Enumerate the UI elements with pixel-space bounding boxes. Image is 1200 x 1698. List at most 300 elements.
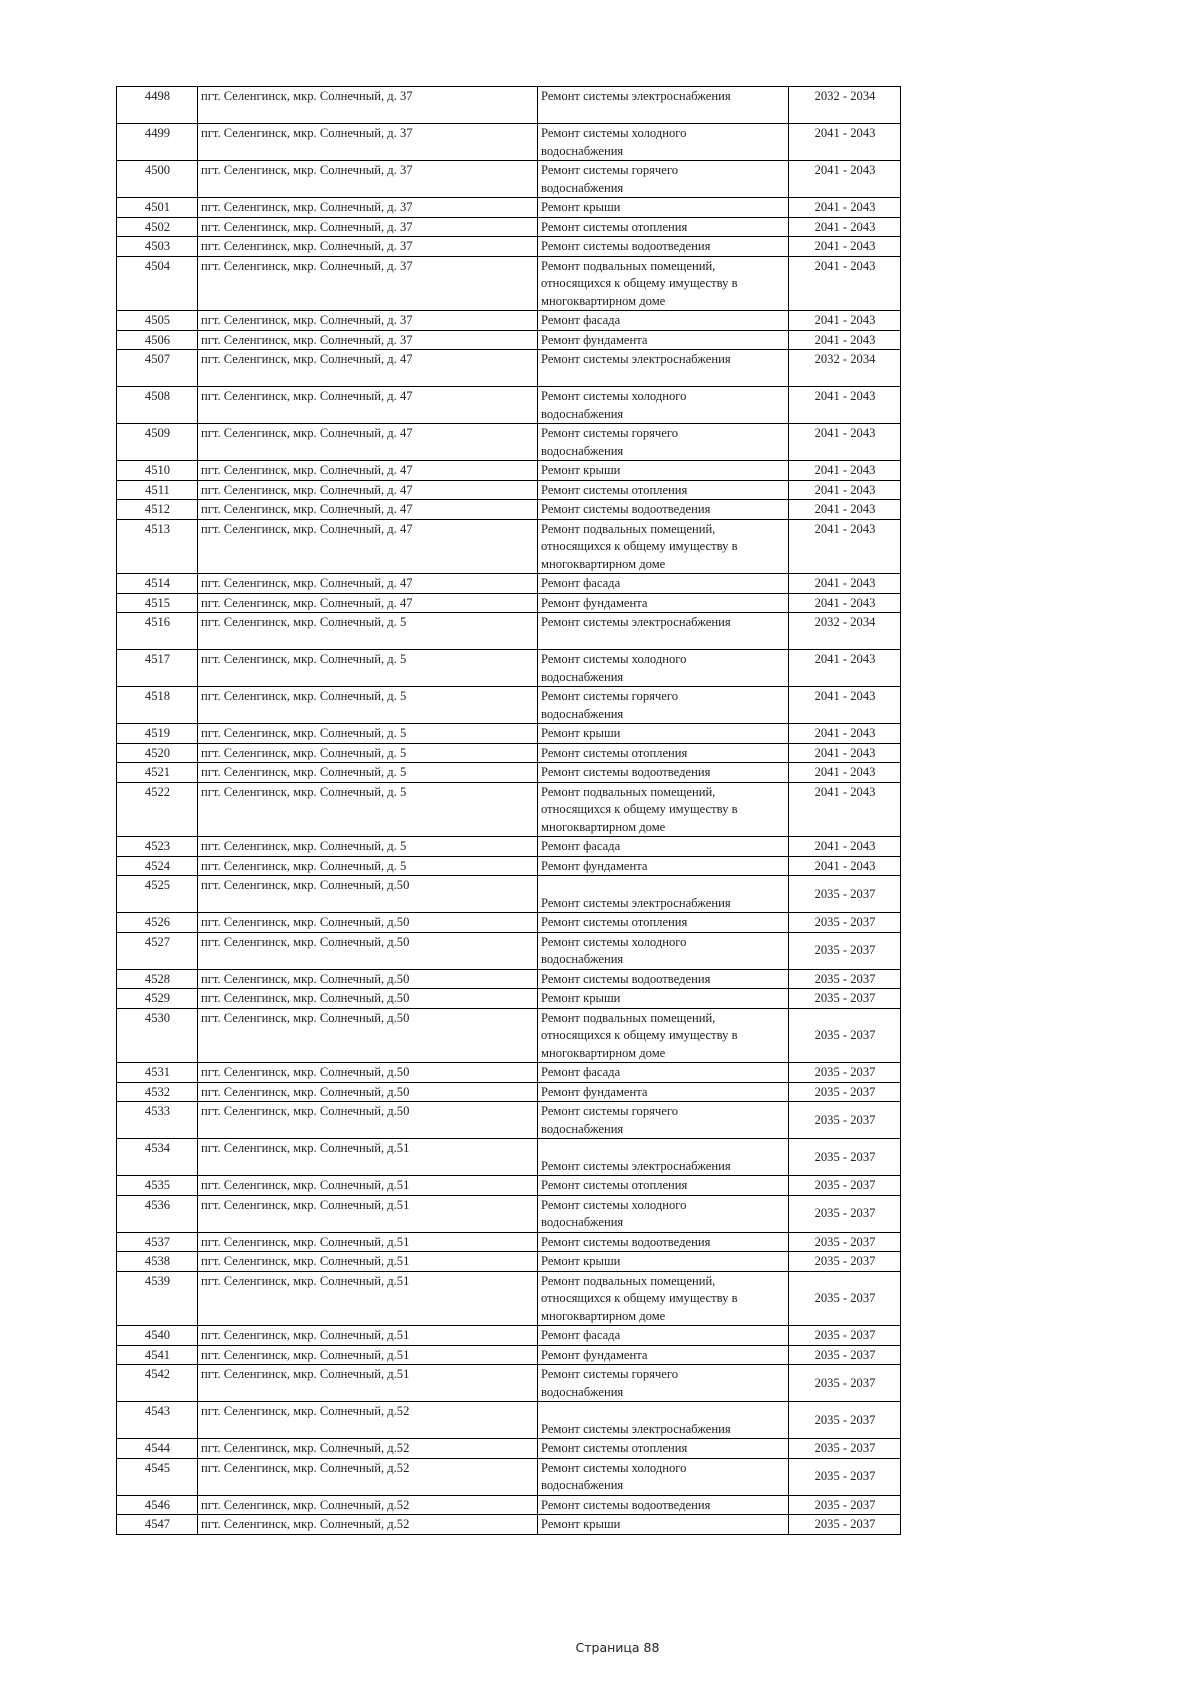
- table-row: [117, 1345, 901, 1365]
- address-cell: пгт. Селенгинск, мкр. Солнечный, д. 5: [198, 763, 538, 783]
- address-cell: пгт. Селенгинск, мкр. Солнечный, д.51: [198, 1176, 538, 1196]
- address-cell: пгт. Селенгинск, мкр. Солнечный, д. 5: [198, 782, 538, 837]
- work-type-cell: [538, 1495, 789, 1515]
- period-cell: 2041 - 2043: [789, 650, 901, 687]
- work-type-line: Ремонт системы электроснабжения: [541, 895, 731, 910]
- work-type-line: водоснабжения: [541, 143, 624, 158]
- row-number: 4509: [117, 424, 198, 461]
- table-row: [117, 593, 901, 613]
- work-type-line: многоквартирном доме: [541, 819, 666, 834]
- row-number: 4523: [117, 837, 198, 857]
- row-number: 4516: [117, 613, 198, 650]
- work-type-cell: [538, 1139, 789, 1176]
- table-row: [117, 1402, 901, 1439]
- table-row: [117, 1439, 901, 1459]
- period-cell: 2035 - 2037: [789, 1063, 901, 1083]
- address-cell: пгт. Селенгинск, мкр. Солнечный, д. 47: [198, 480, 538, 500]
- row-number: 4542: [117, 1365, 198, 1402]
- table-row: [117, 876, 901, 913]
- address-cell: пгт. Селенгинск, мкр. Солнечный, д.52: [198, 1495, 538, 1515]
- work-type-cell: [538, 969, 789, 989]
- address-cell: пгт. Селенгинск, мкр. Солнечный, д. 37: [198, 256, 538, 311]
- work-type-line: Ремонт подвальных помещений,: [541, 258, 716, 273]
- row-number: 4527: [117, 932, 198, 969]
- address-cell: пгт. Селенгинск, мкр. Солнечный, д.50: [198, 876, 538, 913]
- work-type-line: Ремонт системы отопления: [541, 219, 688, 234]
- address-cell: пгт. Селенгинск, мкр. Солнечный, д.51: [198, 1252, 538, 1272]
- work-type-line: водоснабжения: [541, 706, 624, 721]
- row-number: 4536: [117, 1195, 198, 1232]
- address-cell: пгт. Селенгинск, мкр. Солнечный, д.52: [198, 1439, 538, 1459]
- period-cell: 2041 - 2043: [789, 198, 901, 218]
- row-number: 4511: [117, 480, 198, 500]
- table-row: [117, 217, 901, 237]
- work-type-line: Ремонт крыши: [541, 1254, 621, 1268]
- row-number: 4543: [117, 1402, 198, 1439]
- address-cell: пгт. Селенгинск, мкр. Солнечный, д. 37: [198, 87, 538, 124]
- table-row: [117, 1326, 901, 1346]
- address-cell: пгт. Селенгинск, мкр. Солнечный, д.51: [198, 1195, 538, 1232]
- row-number: 4504: [117, 256, 198, 311]
- repair-schedule-table: [116, 86, 901, 1535]
- address-cell: пгт. Селенгинск, мкр. Солнечный, д. 47: [198, 519, 538, 574]
- work-type-line: Ремонт системы холодного: [541, 126, 687, 140]
- work-type-line: Ремонт фасада: [541, 839, 621, 853]
- work-type-line: Ремонт системы водоотведения: [541, 1234, 711, 1249]
- period-cell: 2041 - 2043: [789, 519, 901, 574]
- period-cell: 2035 - 2037: [789, 1515, 901, 1535]
- work-type-cell: [538, 1458, 789, 1495]
- period-cell: 2032 - 2034: [789, 350, 901, 387]
- work-type-line: Ремонт системы горячего: [541, 426, 678, 440]
- work-type-line: Ремонт фундамента: [541, 1347, 648, 1362]
- address-cell: пгт. Селенгинск, мкр. Солнечный, д.51: [198, 1345, 538, 1365]
- row-number: 4507: [117, 350, 198, 387]
- work-type-line: Ремонт подвальных помещений,: [541, 1273, 716, 1288]
- row-number: 4544: [117, 1439, 198, 1459]
- table-row: [117, 856, 901, 876]
- work-type-cell: [538, 743, 789, 763]
- work-type-cell: [538, 1082, 789, 1102]
- table-row: [117, 1102, 901, 1139]
- table-row: [117, 256, 901, 311]
- address-cell: пгт. Селенгинск, мкр. Солнечный, д. 47: [198, 350, 538, 387]
- row-number: 4500: [117, 161, 198, 198]
- row-number: 4545: [117, 1458, 198, 1495]
- row-number: 4517: [117, 650, 198, 687]
- address-cell: пгт. Селенгинск, мкр. Солнечный, д. 47: [198, 500, 538, 520]
- work-type-cell: [538, 837, 789, 857]
- work-type-cell: [538, 574, 789, 594]
- period-cell: 2041 - 2043: [789, 856, 901, 876]
- work-type-line: многоквартирном доме: [541, 1045, 666, 1060]
- table-row: [117, 330, 901, 350]
- work-type-line: Ремонт фундамента: [541, 595, 648, 610]
- table-row: [117, 1232, 901, 1252]
- work-type-line: Ремонт крыши: [541, 991, 621, 1005]
- period-cell: 2041 - 2043: [789, 387, 901, 424]
- period-cell: 2041 - 2043: [789, 124, 901, 161]
- work-type-cell: [538, 256, 789, 311]
- work-type-line: Ремонт подвальных помещений,: [541, 521, 716, 536]
- table-row: [117, 837, 901, 857]
- period-cell: 2035 - 2037: [789, 1439, 901, 1459]
- work-type-line: Ремонт фундамента: [541, 332, 648, 347]
- table-row: [117, 1176, 901, 1196]
- period-cell: 2041 - 2043: [789, 330, 901, 350]
- table-row: [117, 424, 901, 461]
- work-type-line: Ремонт системы водоотведения: [541, 765, 711, 779]
- work-type-cell: [538, 1176, 789, 1196]
- work-type-cell: [538, 1232, 789, 1252]
- table-row: [117, 932, 901, 969]
- table-row: [117, 724, 901, 744]
- table-row: [117, 1515, 901, 1535]
- work-type-cell: [538, 87, 789, 124]
- period-cell: 2035 - 2037: [789, 969, 901, 989]
- work-type-line: Ремонт системы горячего: [541, 1104, 678, 1118]
- row-number: 4520: [117, 743, 198, 763]
- work-type-line: Ремонт системы холодного: [541, 389, 687, 403]
- table-row: [117, 480, 901, 500]
- row-number: 4541: [117, 1345, 198, 1365]
- row-number: 4515: [117, 593, 198, 613]
- period-cell: 2041 - 2043: [789, 424, 901, 461]
- address-cell: пгт. Селенгинск, мкр. Солнечный, д.51: [198, 1326, 538, 1346]
- address-cell: пгт. Селенгинск, мкр. Солнечный, д.50: [198, 1008, 538, 1063]
- address-cell: пгт. Селенгинск, мкр. Солнечный, д. 37: [198, 217, 538, 237]
- period-cell: 2041 - 2043: [789, 763, 901, 783]
- table-row: [117, 1082, 901, 1102]
- work-type-cell: [538, 876, 789, 913]
- table-row: [117, 519, 901, 574]
- work-type-cell: [538, 237, 789, 257]
- work-type-line: водоснабжения: [541, 406, 624, 421]
- work-type-cell: [538, 217, 789, 237]
- address-cell: пгт. Селенгинск, мкр. Солнечный, д.52: [198, 1458, 538, 1495]
- work-type-cell: [538, 1439, 789, 1459]
- address-cell: пгт. Селенгинск, мкр. Солнечный, д. 37: [198, 161, 538, 198]
- work-type-cell: [538, 1345, 789, 1365]
- period-cell: 2035 - 2037: [789, 1365, 901, 1402]
- work-type-line: Ремонт системы холодного: [541, 1197, 687, 1212]
- work-type-cell: [538, 1365, 789, 1402]
- work-type-cell: [538, 650, 789, 687]
- period-cell: 2035 - 2037: [789, 989, 901, 1009]
- address-cell: пгт. Селенгинск, мкр. Солнечный, д. 47: [198, 574, 538, 594]
- address-cell: пгт. Селенгинск, мкр. Солнечный, д.51: [198, 1365, 538, 1402]
- row-number: 4532: [117, 1082, 198, 1102]
- table-row: [117, 743, 901, 763]
- row-number: 4526: [117, 913, 198, 933]
- row-number: 4547: [117, 1515, 198, 1535]
- period-cell: 2041 - 2043: [789, 217, 901, 237]
- work-type-line: многоквартирном доме: [541, 556, 666, 571]
- work-type-line: водоснабжения: [541, 1384, 624, 1399]
- period-cell: 2035 - 2037: [789, 1176, 901, 1196]
- work-type-line: водоснабжения: [541, 952, 624, 966]
- address-cell: пгт. Селенгинск, мкр. Солнечный, д. 37: [198, 198, 538, 218]
- row-number: 4522: [117, 782, 198, 837]
- work-type-cell: [538, 782, 789, 837]
- table-row: [117, 1008, 901, 1063]
- table-row: [117, 237, 901, 257]
- address-cell: пгт. Селенгинск, мкр. Солнечный, д. 47: [198, 461, 538, 481]
- work-type-line: водоснабжения: [541, 180, 624, 195]
- period-cell: 2041 - 2043: [789, 480, 901, 500]
- address-cell: пгт. Селенгинск, мкр. Солнечный, д. 5: [198, 613, 538, 650]
- table-row: [117, 687, 901, 724]
- row-number: 4530: [117, 1008, 198, 1063]
- period-cell: 2035 - 2037: [789, 913, 901, 933]
- work-type-cell: [538, 593, 789, 613]
- address-cell: пгт. Селенгинск, мкр. Солнечный, д.51: [198, 1271, 538, 1326]
- table-row: [117, 1063, 901, 1083]
- work-type-line: относящихся к общему имуществу в: [541, 539, 738, 553]
- work-type-cell: [538, 1008, 789, 1063]
- period-cell: 2035 - 2037: [789, 876, 901, 913]
- period-cell: 2035 - 2037: [789, 1402, 901, 1439]
- work-type-line: Ремонт системы холодного: [541, 652, 687, 666]
- row-number: 4538: [117, 1252, 198, 1272]
- table-row: [117, 989, 901, 1009]
- work-type-line: Ремонт фасада: [541, 1328, 621, 1342]
- row-number: 4533: [117, 1102, 198, 1139]
- row-number: 4528: [117, 969, 198, 989]
- work-type-line: водоснабжения: [541, 443, 624, 458]
- work-type-line: Ремонт системы водоотведения: [541, 971, 711, 986]
- work-type-cell: [538, 724, 789, 744]
- work-type-line: Ремонт системы холодного: [541, 934, 687, 949]
- period-cell: 2035 - 2037: [789, 1195, 901, 1232]
- work-type-line: Ремонт фасада: [541, 1065, 621, 1079]
- table-row: [117, 913, 901, 933]
- period-cell: 2041 - 2043: [789, 237, 901, 257]
- work-type-line: Ремонт системы горячего: [541, 163, 678, 177]
- address-cell: пгт. Селенгинск, мкр. Солнечный, д. 37: [198, 330, 538, 350]
- period-cell: 2035 - 2037: [789, 1008, 901, 1063]
- address-cell: пгт. Селенгинск, мкр. Солнечный, д.52: [198, 1515, 538, 1535]
- table-row: [117, 613, 901, 650]
- address-cell: пгт. Селенгинск, мкр. Солнечный, д.50: [198, 1082, 538, 1102]
- work-type-line: Ремонт системы горячего: [541, 689, 678, 703]
- table-row: [117, 311, 901, 331]
- row-number: 4535: [117, 1176, 198, 1196]
- row-number: 4508: [117, 387, 198, 424]
- address-cell: пгт. Селенгинск, мкр. Солнечный, д. 5: [198, 856, 538, 876]
- table-row: [117, 461, 901, 481]
- table-row: [117, 87, 901, 124]
- work-type-line: Ремонт системы отопления: [541, 915, 688, 929]
- row-number: 4512: [117, 500, 198, 520]
- table-row: [117, 350, 901, 387]
- table-row: [117, 161, 901, 198]
- table-row: [117, 198, 901, 218]
- row-number: 4525: [117, 876, 198, 913]
- work-type-line: Ремонт системы электроснабжения: [541, 352, 731, 366]
- work-type-line: Ремонт системы отопления: [541, 745, 688, 760]
- row-number: 4506: [117, 330, 198, 350]
- work-type-line: водоснабжения: [541, 1478, 624, 1492]
- work-type-cell: [538, 1063, 789, 1083]
- work-type-line: Ремонт системы водоотведения: [541, 502, 711, 516]
- row-number: 4519: [117, 724, 198, 744]
- row-number: 4513: [117, 519, 198, 574]
- table-row: [117, 1139, 901, 1176]
- address-cell: пгт. Селенгинск, мкр. Солнечный, д. 47: [198, 424, 538, 461]
- table-row: [117, 763, 901, 783]
- row-number: 4534: [117, 1139, 198, 1176]
- period-cell: 2035 - 2037: [789, 1102, 901, 1139]
- work-type-line: водоснабжения: [541, 669, 624, 684]
- row-number: 4537: [117, 1232, 198, 1252]
- work-type-cell: [538, 856, 789, 876]
- table-row: [117, 650, 901, 687]
- period-cell: 2041 - 2043: [789, 256, 901, 311]
- row-number: 4503: [117, 237, 198, 257]
- period-cell: 2041 - 2043: [789, 500, 901, 520]
- address-cell: пгт. Селенгинск, мкр. Солнечный, д.52: [198, 1402, 538, 1439]
- period-cell: 2035 - 2037: [789, 1271, 901, 1326]
- period-cell: 2035 - 2037: [789, 1458, 901, 1495]
- work-type-line: многоквартирном доме: [541, 1308, 666, 1323]
- period-cell: 2035 - 2037: [789, 1082, 901, 1102]
- table-row: [117, 387, 901, 424]
- table-row: [117, 1195, 901, 1232]
- work-type-cell: [538, 913, 789, 933]
- work-type-line: Ремонт системы горячего: [541, 1367, 678, 1381]
- work-type-cell: [538, 1102, 789, 1139]
- work-type-cell: [538, 330, 789, 350]
- work-type-line: Ремонт системы электроснабжения: [541, 89, 731, 103]
- address-cell: пгт. Селенгинск, мкр. Солнечный, д. 5: [198, 650, 538, 687]
- period-cell: 2035 - 2037: [789, 1232, 901, 1252]
- work-type-line: Ремонт фасада: [541, 576, 621, 590]
- work-type-cell: [538, 311, 789, 331]
- row-number: 4539: [117, 1271, 198, 1326]
- address-cell: пгт. Селенгинск, мкр. Солнечный, д.50: [198, 969, 538, 989]
- period-cell: 2041 - 2043: [789, 724, 901, 744]
- period-cell: 2041 - 2043: [789, 593, 901, 613]
- work-type-cell: [538, 613, 789, 650]
- work-type-line: Ремонт системы водоотведения: [541, 1497, 711, 1512]
- work-type-line: Ремонт крыши: [541, 463, 621, 477]
- row-number: 4499: [117, 124, 198, 161]
- address-cell: пгт. Селенгинск, мкр. Солнечный, д.51: [198, 1139, 538, 1176]
- row-number: 4540: [117, 1326, 198, 1346]
- address-cell: пгт. Селенгинск, мкр. Солнечный, д. 47: [198, 387, 538, 424]
- address-cell: пгт. Селенгинск, мкр. Солнечный, д.51: [198, 1232, 538, 1252]
- work-type-line: Ремонт фасада: [541, 313, 621, 327]
- work-type-cell: [538, 500, 789, 520]
- period-cell: 2035 - 2037: [789, 1345, 901, 1365]
- period-cell: 2035 - 2037: [789, 1139, 901, 1176]
- period-cell: 2041 - 2043: [789, 687, 901, 724]
- address-cell: пгт. Селенгинск, мкр. Солнечный, д.50: [198, 1102, 538, 1139]
- page-number: Страница 88: [575, 1640, 660, 1655]
- address-cell: пгт. Селенгинск, мкр. Солнечный, д.50: [198, 1063, 538, 1083]
- work-type-line: Ремонт крыши: [541, 726, 621, 740]
- period-cell: 2035 - 2037: [789, 932, 901, 969]
- work-type-cell: [538, 1271, 789, 1326]
- work-type-line: Ремонт системы отопления: [541, 1441, 688, 1455]
- table-body: [117, 87, 901, 1535]
- work-type-line: многоквартирном доме: [541, 293, 666, 308]
- table-row: [117, 574, 901, 594]
- table-row: [117, 1271, 901, 1326]
- work-type-line: Ремонт подвальных помещений,: [541, 784, 716, 799]
- address-cell: пгт. Селенгинск, мкр. Солнечный, д. 37: [198, 124, 538, 161]
- work-type-line: относящихся к общему имуществу в: [541, 276, 738, 290]
- row-number: 4529: [117, 989, 198, 1009]
- address-cell: пгт. Селенгинск, мкр. Солнечный, д. 47: [198, 593, 538, 613]
- period-cell: 2035 - 2037: [789, 1495, 901, 1515]
- work-type-cell: [538, 989, 789, 1009]
- work-type-cell: [538, 350, 789, 387]
- work-type-line: относящихся к общему имуществу в: [541, 802, 738, 816]
- address-cell: пгт. Селенгинск, мкр. Солнечный, д. 5: [198, 724, 538, 744]
- work-type-line: Ремонт системы электроснабжения: [541, 1158, 731, 1173]
- period-cell: 2041 - 2043: [789, 311, 901, 331]
- work-type-cell: [538, 1515, 789, 1535]
- period-cell: 2041 - 2043: [789, 743, 901, 763]
- period-cell: 2035 - 2037: [789, 1326, 901, 1346]
- work-type-cell: [538, 932, 789, 969]
- row-number: 4501: [117, 198, 198, 218]
- work-type-line: Ремонт фундамента: [541, 1084, 648, 1099]
- work-type-cell: [538, 424, 789, 461]
- work-type-cell: [538, 1252, 789, 1272]
- address-cell: пгт. Селенгинск, мкр. Солнечный, д. 5: [198, 743, 538, 763]
- address-cell: пгт. Селенгинск, мкр. Солнечный, д. 37: [198, 311, 538, 331]
- address-cell: пгт. Селенгинск, мкр. Солнечный, д.50: [198, 913, 538, 933]
- work-type-line: Ремонт системы электроснабжения: [541, 615, 731, 629]
- work-type-cell: [538, 198, 789, 218]
- table-row: [117, 500, 901, 520]
- work-type-cell: [538, 480, 789, 500]
- table-row: [117, 1365, 901, 1402]
- address-cell: пгт. Селенгинск, мкр. Солнечный, д.50: [198, 932, 538, 969]
- work-type-cell: [538, 1195, 789, 1232]
- row-number: 4524: [117, 856, 198, 876]
- address-cell: пгт. Селенгинск, мкр. Солнечный, д. 5: [198, 837, 538, 857]
- address-cell: пгт. Селенгинск, мкр. Солнечный, д.50: [198, 989, 538, 1009]
- work-type-line: Ремонт системы отопления: [541, 1178, 688, 1192]
- table-row: [117, 1252, 901, 1272]
- table-row: [117, 124, 901, 161]
- period-cell: 2041 - 2043: [789, 461, 901, 481]
- period-cell: 2032 - 2034: [789, 87, 901, 124]
- work-type-line: Ремонт крыши: [541, 1517, 621, 1531]
- work-type-line: водоснабжения: [541, 1121, 624, 1136]
- row-number: 4510: [117, 461, 198, 481]
- work-type-cell: [538, 519, 789, 574]
- row-number: 4502: [117, 217, 198, 237]
- work-type-line: относящихся к общему имуществу в: [541, 1291, 738, 1305]
- work-type-cell: [538, 687, 789, 724]
- period-cell: 2035 - 2037: [789, 1252, 901, 1272]
- work-type-line: Ремонт системы отопления: [541, 482, 688, 497]
- row-number: 4498: [117, 87, 198, 124]
- work-type-line: Ремонт фундамента: [541, 858, 648, 873]
- row-number: 4514: [117, 574, 198, 594]
- period-cell: 2041 - 2043: [789, 161, 901, 198]
- work-type-cell: [538, 1402, 789, 1439]
- work-type-cell: [538, 461, 789, 481]
- work-type-cell: [538, 124, 789, 161]
- work-type-cell: [538, 387, 789, 424]
- row-number: 4531: [117, 1063, 198, 1083]
